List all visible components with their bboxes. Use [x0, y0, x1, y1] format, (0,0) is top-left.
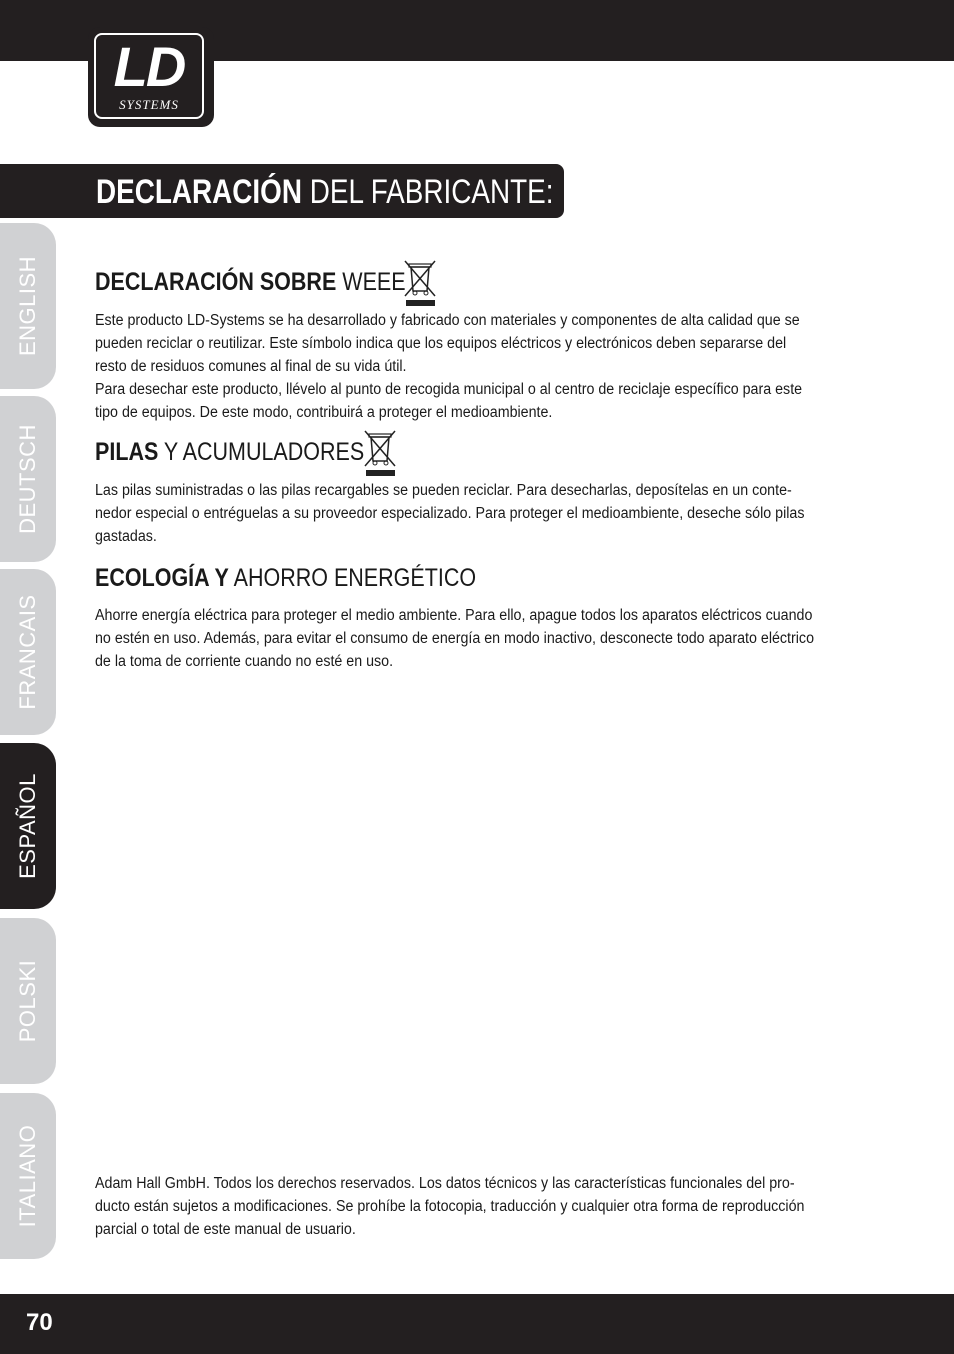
paragraph-pilas: Las pilas suministradas o las pilas recargables se pueden reciclar. Para desecharlas, deposítelas en un conte- nedor especial o entréguelas a su proveedor especializado. Para proteger el medioambiente, deseche sólo pilas gastadas. — [95, 482, 805, 545]
section-heading-weee: DECLARACIÓN SOBRE WEEE — [95, 268, 406, 296]
section-heading-pilas: PILAS Y ACUMULADORES — [95, 438, 365, 466]
ld-systems-logo: LD SYSTEMS — [88, 27, 214, 127]
copyright-paragraph: Adam Hall GmbH. Todos los derechos reservados. Los datos técnicos y las características funcionales del pro- ducto están sujetos a modificaciones. Se prohíbe la fotocopia, traducción y cualquier otra forma de reproducción parcial o total de este manual de usuario. — [95, 1175, 805, 1238]
page-title: DECLARACIÓN DEL FABRICANTE: — [96, 173, 554, 211]
page-title-bar — [0, 164, 564, 218]
tab-polski[interactable]: POLSKI — [0, 918, 56, 1084]
page-number: 70 — [26, 1309, 53, 1336]
tab-english[interactable]: ENGLISH — [0, 223, 56, 389]
crossed-bin-icon — [402, 258, 438, 308]
tab-italiano[interactable]: ITALIANO — [0, 1093, 56, 1259]
tab-deutsch[interactable]: DEUTSCH — [0, 396, 56, 562]
tab-francais[interactable]: FRANCAIS — [0, 569, 56, 735]
crossed-bin-icon — [362, 428, 398, 478]
tab-espanol[interactable]: ESPAÑOL — [0, 743, 56, 909]
section-heading-ecologia: ECOLOGÍA Y AHORRO ENERGÉTICO — [95, 564, 477, 592]
paragraph-ecologia: Ahorre energía eléctrica para proteger el medio ambiente. Para ello, apague todos los aparatos eléctricos cuando no estén en uso. Además, para evitar el consumo de energía en modo inactivo, desconecte todo aparato eléctrico de la toma de corriente cuando no esté en uso. — [95, 607, 815, 670]
paragraph-weee: Este producto LD-Systems se ha desarrollado y fabricado con materiales y componentes de alta calidad que se pueden reciclar o reutilizar. Este símbolo indica que los equipos eléctricos y electrónicos deben separarse del resto de residuos comunes al final de su vida útil. Para desechar este producto, llévelo al punto de recogida municipal o al centro de reciclaje específico para este tipo de equipos. De este modo, contribuirá a proteger el medioambiente. — [95, 312, 803, 421]
bottom-bar — [0, 1294, 954, 1354]
